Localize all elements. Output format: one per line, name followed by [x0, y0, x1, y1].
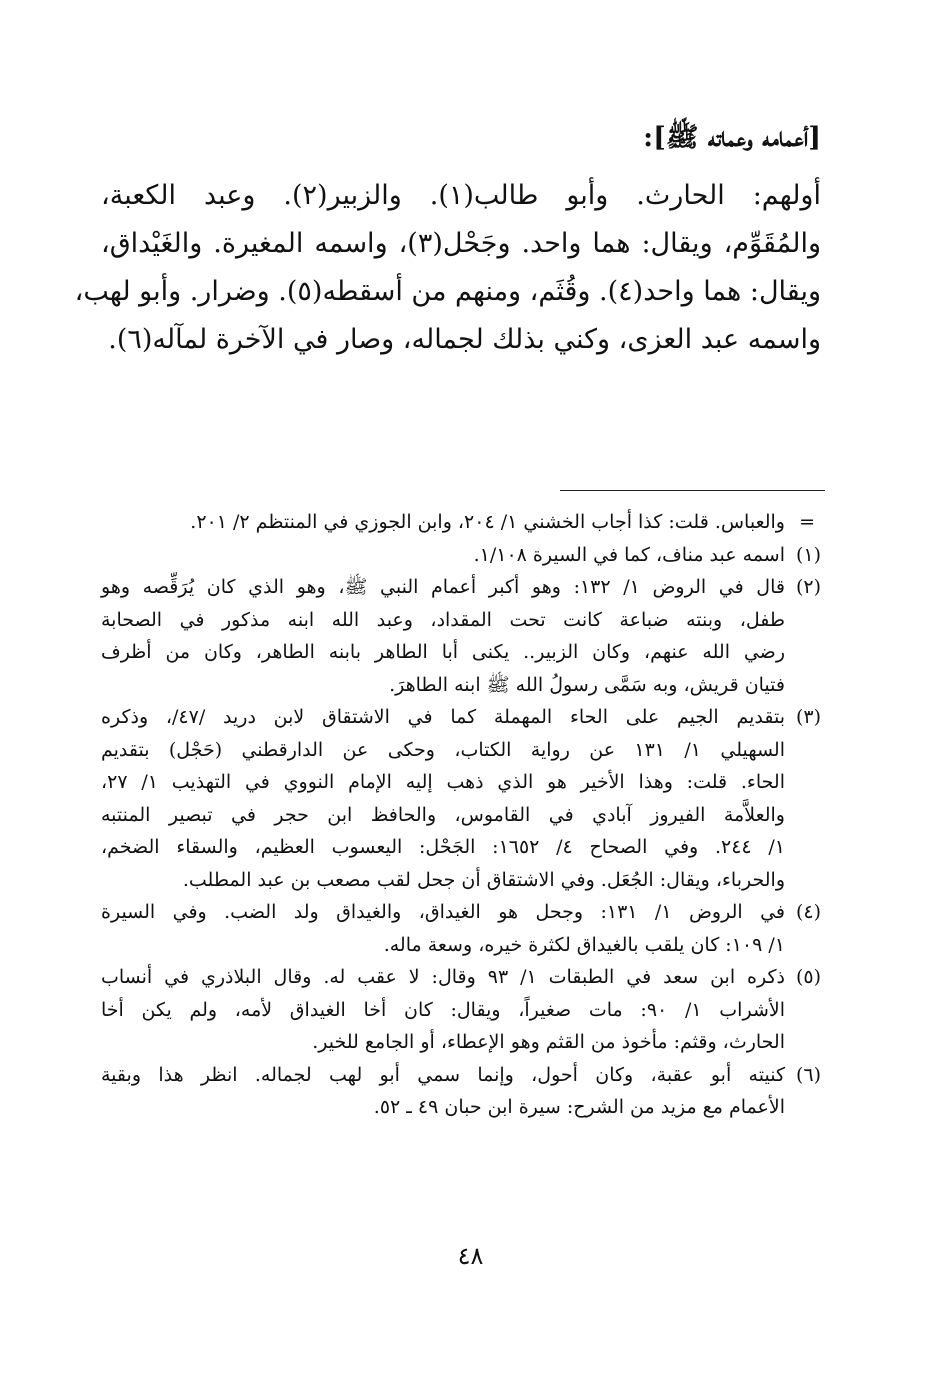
main-text-line: واسمه عبد العزى، وكني بذلك لجماله، وصار في الآخرة لمآله(٦). [108, 324, 821, 355]
footnote-3 [101, 701, 821, 896]
footnote-line: بتقديم الجيم على الحاء المهملة كما في الاشتقاق لابن دريد /٤٧/، وذكره [101, 706, 785, 728]
footnote-separator [560, 490, 825, 491]
footnote-line: الحارث، وقثم: مأخوذ من القثم وهو الإعطاء، أو الجامع للخير. [312, 1031, 785, 1053]
footnote-number: (٦) [795, 1063, 821, 1086]
footnote-line: ١/ ١٠٩: كان يلقب بالغيداق لكثرة خيره، وسعة ماله. [383, 933, 785, 956]
main-text [74, 172, 821, 364]
footnote-4 [101, 896, 821, 961]
continuation-marker: = [799, 511, 815, 533]
main-text-line: أولهم: الحارث. وأبو طالب(١). والزبير(٢). وعبد الكعبة، [101, 180, 821, 211]
main-text-line: ويقال: هما واحد(٤). وقُثَم، ومنهم من أسقطه(٥). وضرار. وأبو لهب، [74, 276, 821, 307]
footnote-2 [101, 571, 821, 701]
footnote-line: في الروض ١/ ١٣١: وجحل هو الغيداق، والغيداق ولد الضب. وفي السيرة [101, 901, 785, 923]
footnote-line: فتيان قريش، وبه سَمَّى رسولُ الله ﷺ ابنه الطاهرَ. [389, 673, 785, 696]
footnote-line: الأشراب ١/ ٩٠: مات صغيراً، ويقال: كان أخا الغيداق لأمه، ولم يكن أخا [101, 998, 785, 1021]
footnote-number: (٤) [795, 901, 821, 923]
footnote-line: رضي الله عنهم، وكان الزبير.. يكنى أبا الطاهر بابنه الطاهر، وكان من أظرف [101, 641, 785, 663]
footnote-line: الأعمام مع مزيد من الشرح: سيرة ابن حبان ٤٩ ـ ٥٢. [373, 1096, 785, 1118]
footnote-number: (١) [795, 543, 821, 566]
footnote-line: والعباس. قلت: كذا أجاب الخشني ١/ ٢٠٤، وابن الجوزي في المنتظم ٢/ ٢٠١. [190, 511, 785, 533]
footnote-line: اسمه عبد مناف، كما في السيرة ١/١٠٨. [473, 543, 785, 566]
footnote-1 [101, 539, 821, 572]
footnotes [101, 506, 821, 1124]
page-number: ٤٨ [457, 1242, 484, 1270]
section-heading: [أعمامه وعماته ﷺ]: [643, 122, 821, 153]
footnote-line: الحاء. قلت: وهذا الأخير هو الذي ذهب إليه الإمام النووي في التهذيب ١/ ٢٧، [101, 771, 785, 793]
footnote-number: (٣) [795, 706, 821, 728]
footnote-6 [101, 1059, 821, 1124]
footnote-5 [101, 961, 821, 1059]
footnote-line: قال في الروض ١/ ١٣٢: وهو أكبر أعمام النبي ﷺ، وهو الذي كان يُرَقِّصه وهو [101, 576, 785, 598]
footnote-line: والحرباء، ويقال: الجُعَل. وفي الاشتقاق أن جحل لقب مصعب بن عبد المطلب. [182, 868, 785, 891]
footnote-line: والعلاَّمة الفيروز آبادي في القاموس، والحافظ ابن حجر في تبصير المنتبه [101, 803, 785, 826]
footnote-line: كنيته أبو عقبة، وكان أحول، وإنما سمي أبو لهب لجماله. انظر هذا وبقية [101, 1063, 785, 1086]
footnote-number: (٥) [795, 966, 821, 988]
footnote-number: (٢) [795, 576, 821, 598]
footnote-line: السهيلي ١/ ١٣١ عن رواية الكتاب، وحكى عن الدارقطني (حَجْل) بتقديم [101, 738, 785, 761]
footnote-line: ١/ ٢٤٤. وفي الصحاح ٤/ ١٦٥٢: الجَحْل: اليعسوب العظيم، والسقاء الضخم، [101, 836, 785, 858]
footnote-continuation [101, 506, 821, 539]
footnote-line: طفل، وبنته ضباعة كانت تحت المقداد، وعبد الله ابنه مذكور في الصحابة [101, 608, 785, 631]
footnote-line: ذكره ابن سعد في الطبقات ١/ ٩٣ وقال: لا عقب له. وقال البلاذري في أنساب [101, 966, 786, 988]
main-text-line: والمُقَوِّم، ويقال: هما واحد. وجَحْل(٣)، واسمه المغيرة. والغَيْداق، [101, 228, 821, 259]
